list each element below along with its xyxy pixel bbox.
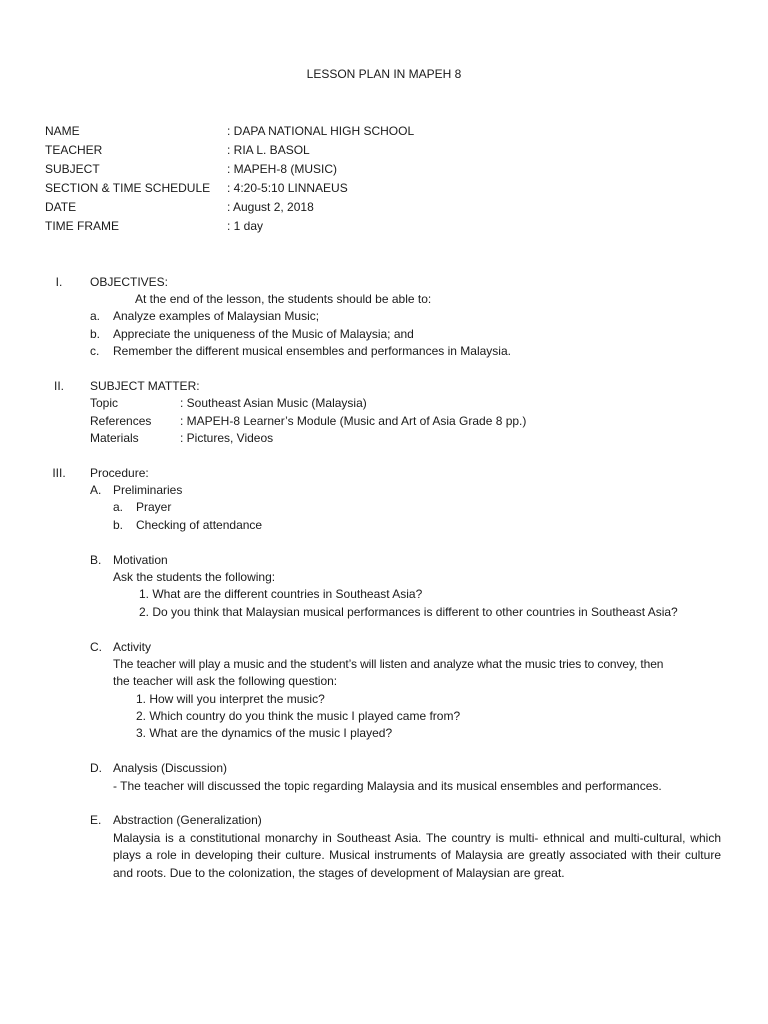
preliminaries-heading: Preliminaries [113,483,183,497]
subject-matter-label-materials: Materials [90,431,139,445]
subject-matter-heading: SUBJECT MATTER: [90,379,200,393]
activity-question: 2. Which country do you think the music I played came from? [136,709,461,723]
subject-matter-value-topic: : Southeast Asian Music (Malaysia) [180,396,367,410]
motivation-question: 2. Do you think that Malaysian musical performances is different to other countries in Southeast Asia? [139,605,678,619]
activity-text-line: The teacher will play a music and the student’s will listen and analyze what the music tries to convey, then [113,657,664,671]
analysis-letter: D. [90,761,102,775]
preliminaries-item: Prayer [136,500,172,514]
objectives-heading: OBJECTIVES: [90,275,169,289]
preliminaries-item: Checking of attendance [136,518,263,532]
header-value-name: : DAPA NATIONAL HIGH SCHOOL [227,124,415,138]
abstraction-heading: Abstraction (Generalization) [113,813,262,827]
preliminaries-item-letter: a. [113,500,124,514]
motivation-question: 1. What are the different countries in Southeast Asia? [139,587,423,601]
motivation-heading: Motivation [113,553,168,567]
activity-letter: C. [90,640,102,654]
activity-heading: Activity [113,640,152,654]
objective-letter: a. [90,309,101,323]
header-value-section: : 4:20-5:10 LINNAEUS [227,181,348,195]
header-value-time-frame: : 1 day [227,219,264,233]
preliminaries-item-letter: b. [113,518,124,532]
abstraction-paragraph: Malaysia is a constitutional monarchy in Southeast Asia. The country is multi- ethnical and multi-cultural, which plays a role in developing their culture. Musical instruments of Malaysia are greatly associated with their culture and roots. Due to the colonization, the stages of development of Malaysian are great. [113,831,721,880]
header-label-date: DATE [45,200,77,214]
motivation-letter: B. [90,553,102,567]
objective-letter: b. [90,327,101,341]
objective-item: Analyze examples of Malaysian Music; [113,309,320,323]
header-label-time-frame: TIME FRAME [45,219,119,233]
header-label-name: NAME [45,124,80,138]
abstraction-letter: E. [90,813,102,827]
objectives-intro: At the end of the lesson, the students should be able to: [135,292,432,306]
activity-text-line: the teacher will ask the following question: [113,674,338,688]
analysis-text: - The teacher will discussed the topic regarding Malaysia and its musical ensembles and performances. [113,779,662,793]
procedure-heading: Procedure: [90,466,149,480]
objectives-numeral: I. [55,275,63,289]
subject-matter-label-references: References [90,414,152,428]
header-label-teacher: TEACHER [45,143,103,157]
procedure-numeral: III. [52,466,66,480]
subject-matter-numeral: II. [53,379,64,393]
subject-matter-label-topic: Topic [90,396,119,410]
activity-question: 1. How will you interpret the music? [136,692,325,706]
header-value-date: : August 2, 2018 [227,200,314,214]
document-title: LESSON PLAN IN MAPEH 8 [306,67,462,81]
motivation-intro: Ask the students the following: [113,570,276,584]
header-label-section: SECTION & TIME SCHEDULE [45,181,211,195]
analysis-heading: Analysis (Discussion) [113,761,228,775]
objective-letter: c. [90,344,100,358]
objective-item: Remember the different musical ensembles and performances in Malaysia. [113,344,511,358]
subject-matter-value-materials: : Pictures, Videos [180,431,274,445]
header-value-subject: : MAPEH-8 (MUSIC) [227,162,338,176]
activity-question: 3. What are the dynamics of the music I played? [136,726,393,740]
subject-matter-value-references: : MAPEH-8 Learner’s Module (Music and Art of Asia Grade 8 pp.) [180,414,527,428]
header-label-subject: SUBJECT [45,162,100,176]
objective-item: Appreciate the uniqueness of the Music of Malaysia; and [113,327,414,341]
preliminaries-letter: A. [90,483,102,497]
header-value-teacher: : RIA L. BASOL [227,143,310,157]
